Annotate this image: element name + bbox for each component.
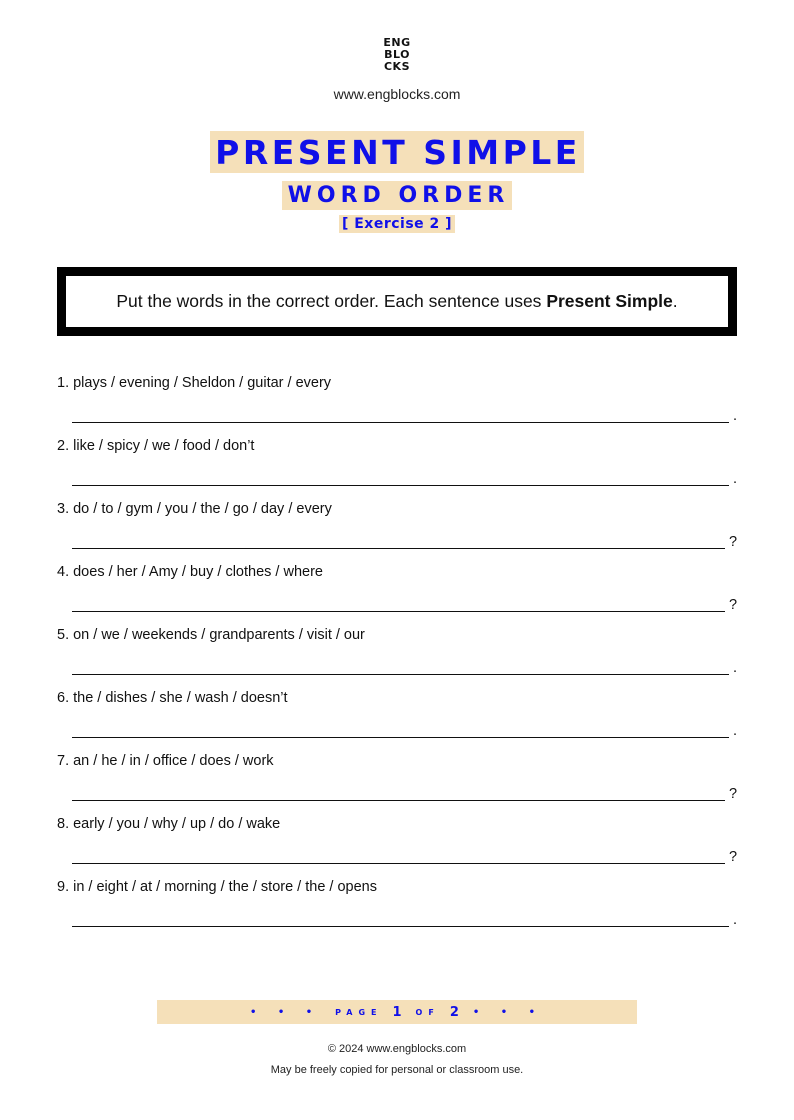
- word-prompt: 3. do / to / gym / you / the / go / day / every: [57, 501, 332, 517]
- answer-line[interactable]: [72, 548, 725, 549]
- instructions-text-after: .: [672, 291, 678, 311]
- page-total: 2: [449, 1004, 459, 1020]
- answer-line[interactable]: [72, 611, 725, 612]
- logo-line: BLO: [384, 48, 410, 61]
- answer-line[interactable]: [72, 800, 725, 801]
- of-word: OF: [415, 1007, 440, 1017]
- exercise-item: [57, 498, 747, 561]
- end-punctuation: .: [733, 408, 738, 424]
- page-indicator: [157, 1000, 637, 1024]
- decorative-dots-left: • • •: [250, 1006, 322, 1018]
- exercise-label-wrap: [0, 215, 794, 233]
- end-punctuation: .: [733, 912, 738, 928]
- engblocks-logo: [0, 37, 794, 73]
- word-prompt: 8. early / you / why / up / do / wake: [57, 816, 281, 832]
- exercise-item: [57, 876, 747, 939]
- logo-line: CKS: [383, 60, 411, 73]
- answer-line[interactable]: [72, 926, 729, 927]
- instructions-text-before: Put the words in the correct order. Each sentence uses: [116, 291, 547, 311]
- exercise-item: [57, 372, 747, 435]
- exercise-label: [ Exercise 2 ]: [339, 215, 455, 233]
- word-prompt: 4. does / her / Amy / buy / clothes / where: [57, 564, 323, 580]
- page-word: PAGE: [335, 1007, 383, 1017]
- instructions-text: [66, 276, 728, 327]
- license-note: May be freely copied for personal or classroom use.: [270, 1064, 524, 1076]
- exercise-list: [57, 372, 747, 939]
- decorative-dots-right: • • •: [472, 1006, 544, 1018]
- end-punctuation: .: [733, 723, 738, 739]
- main-title: PRESENT SIMPLE: [210, 131, 584, 173]
- word-prompt: 9. in / eight / at / morning / the / store / the / opens: [57, 879, 377, 895]
- exercise-item: [57, 687, 747, 750]
- instructions-box: [57, 267, 737, 336]
- word-prompt: 1. plays / evening / Sheldon / guitar / every: [57, 375, 332, 391]
- sub-title: WORD ORDER: [282, 181, 513, 210]
- sub-title-wrap: [0, 181, 794, 210]
- page-current: 1: [392, 1004, 402, 1020]
- answer-line[interactable]: [72, 485, 729, 486]
- exercise-item: [57, 624, 747, 687]
- exercise-item: [57, 813, 747, 876]
- answer-line[interactable]: [72, 674, 729, 675]
- main-title-wrap: [0, 131, 794, 173]
- word-prompt: 5. on / we / weekends / grandparents / visit / our: [57, 627, 365, 643]
- site-url: www.engblocks.com: [333, 86, 461, 102]
- answer-line[interactable]: [72, 737, 729, 738]
- end-punctuation: ?: [729, 849, 738, 865]
- word-prompt: 7. an / he / in / office / does / work: [57, 753, 274, 769]
- answer-line[interactable]: [72, 863, 725, 864]
- instructions-bold: Present Simple: [546, 291, 673, 311]
- copyright: © 2024 www.engblocks.com: [327, 1043, 467, 1055]
- end-punctuation: .: [733, 660, 738, 676]
- end-punctuation: ?: [729, 786, 738, 802]
- exercise-item: [57, 435, 747, 498]
- end-punctuation: .: [733, 471, 738, 487]
- logo-line: ENG: [383, 36, 411, 49]
- word-prompt: 2. like / spicy / we / food / don’t: [57, 438, 255, 454]
- exercise-item: [57, 750, 747, 813]
- word-prompt: 6. the / dishes / she / wash / doesn’t: [57, 690, 288, 706]
- exercise-item: [57, 561, 747, 624]
- end-punctuation: ?: [729, 597, 738, 613]
- answer-line[interactable]: [72, 422, 729, 423]
- end-punctuation: ?: [729, 534, 738, 550]
